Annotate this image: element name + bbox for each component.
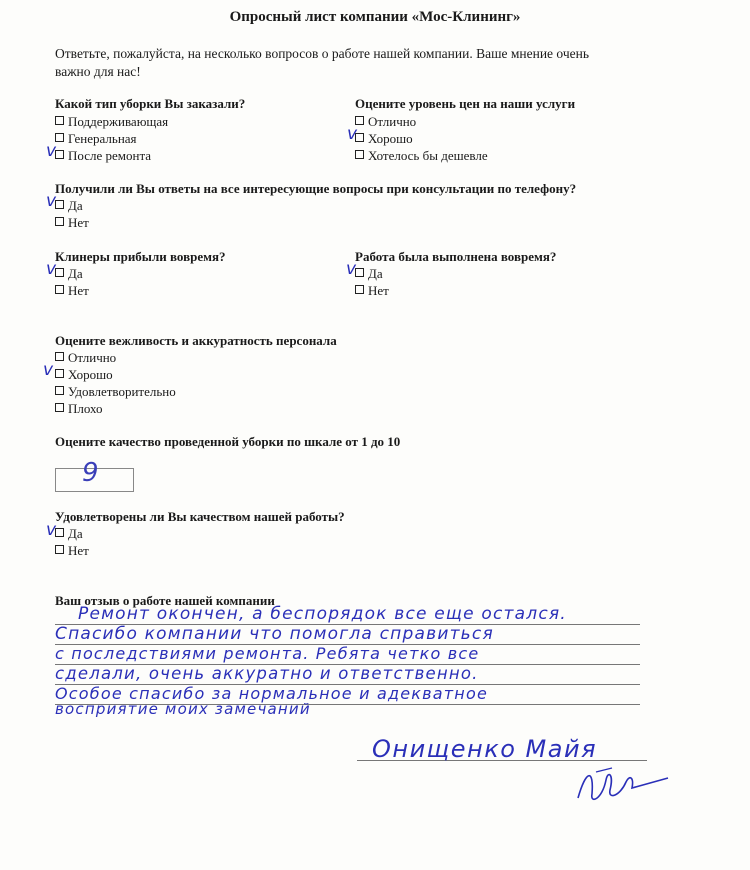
option-politeness-excellent[interactable]: Отлично [55,350,116,366]
option-price-excellent[interactable]: Отлично [355,114,416,130]
feedback-line: восприятие моих замечаний [55,700,311,718]
checkbox[interactable] [55,217,64,226]
checkbox[interactable] [355,268,364,277]
checkbox[interactable] [55,545,64,554]
checkbox[interactable] [55,403,64,412]
checkmark-icon: v [347,124,358,144]
checkmark-icon: v [346,259,357,279]
intro-text [55,45,675,81]
checkbox[interactable] [55,369,64,378]
feedback-heading: Ваш отзыв о работе нашей компании [55,593,275,608]
question-politeness: Оцените вежливость и аккуратность персонала [55,333,337,348]
option-after-renovation[interactable]: После ремонта [55,148,151,164]
question-work-on-time: Работа была выполнена вовремя? [355,249,557,264]
option-ontime-no[interactable]: Нет [355,283,389,299]
checkbox[interactable] [55,528,64,537]
feedback-line: Спасибо компании что помогла справиться [55,624,494,644]
option-general[interactable]: Генеральная [55,131,137,147]
checkbox[interactable] [55,352,64,361]
question-phone-consultation: Получили ли Вы ответы на все интересующие вопросы при консультации по телефону? [55,181,577,196]
option-satisfied-no[interactable]: Нет [55,543,89,559]
checkbox[interactable] [55,150,64,159]
checkbox[interactable] [55,386,64,395]
option-arrival-yes[interactable]: Да [55,266,83,282]
option-price-cheaper[interactable]: Хотелось бы дешевле [355,148,488,164]
option-phone-yes[interactable]: Да [55,198,83,214]
option-politeness-poor[interactable]: Плохо [55,401,103,417]
feedback-line: Особое спасибо за нормальное и адекватное [55,684,488,703]
question-quality-score: Оцените качество проведенной уборки по шкале от 1 до 10 [55,434,401,449]
checkbox[interactable] [55,133,64,142]
intro-line-1: Ответьте, пожалуйста, на несколько вопросов о работе нашей компании. Ваше мнение очень [55,46,589,61]
checkbox[interactable] [55,200,64,209]
intro-line-2: важно для нас! [55,64,141,79]
option-politeness-good[interactable]: Хорошо [55,367,113,383]
checkmark-icon: v [46,141,57,161]
option-politeness-satisfactory[interactable]: Удовлетворительно [55,384,176,400]
checkbox[interactable] [55,285,64,294]
checkbox[interactable] [55,116,64,125]
option-maintenance[interactable]: Поддерживающая [55,114,168,130]
checkbox[interactable] [355,150,364,159]
option-arrival-no[interactable]: Нет [55,283,89,299]
question-price-level: Оцените уровень цен на наши услуги [355,96,576,111]
checkbox[interactable] [355,285,364,294]
option-price-good[interactable]: Хорошо [355,131,413,147]
checkmark-icon: v [46,191,57,211]
checkmark-icon: v [43,360,54,380]
option-satisfied-yes[interactable]: Да [55,526,83,542]
checkmark-icon: v [46,259,57,279]
checkbox[interactable] [55,268,64,277]
score-value: 9 [82,458,99,488]
feedback-line: сделали, очень аккуратно и ответственно. [55,664,479,683]
option-phone-no[interactable]: Нет [55,215,89,231]
feedback-line: Ремонт окончен, а беспорядок все еще остался. [78,604,567,624]
signature-scribble-icon [572,760,682,810]
question-cleaning-type: Какой тип уборки Вы заказали? [55,96,246,111]
checkmark-icon: v [46,520,57,540]
question-satisfaction: Удовлетворены ли Вы качеством нашей работы? [55,509,345,524]
signature-name: Онищенко Майя [372,735,597,763]
option-ontime-yes[interactable]: Да [355,266,383,282]
feedback-line: с последствиями ремонта. Ребята четко все [55,644,480,663]
form-title: Опросный лист компании «Мос-Клининг» [229,9,521,25]
question-arrival-on-time: Клинеры прибыли вовремя? [55,249,226,264]
